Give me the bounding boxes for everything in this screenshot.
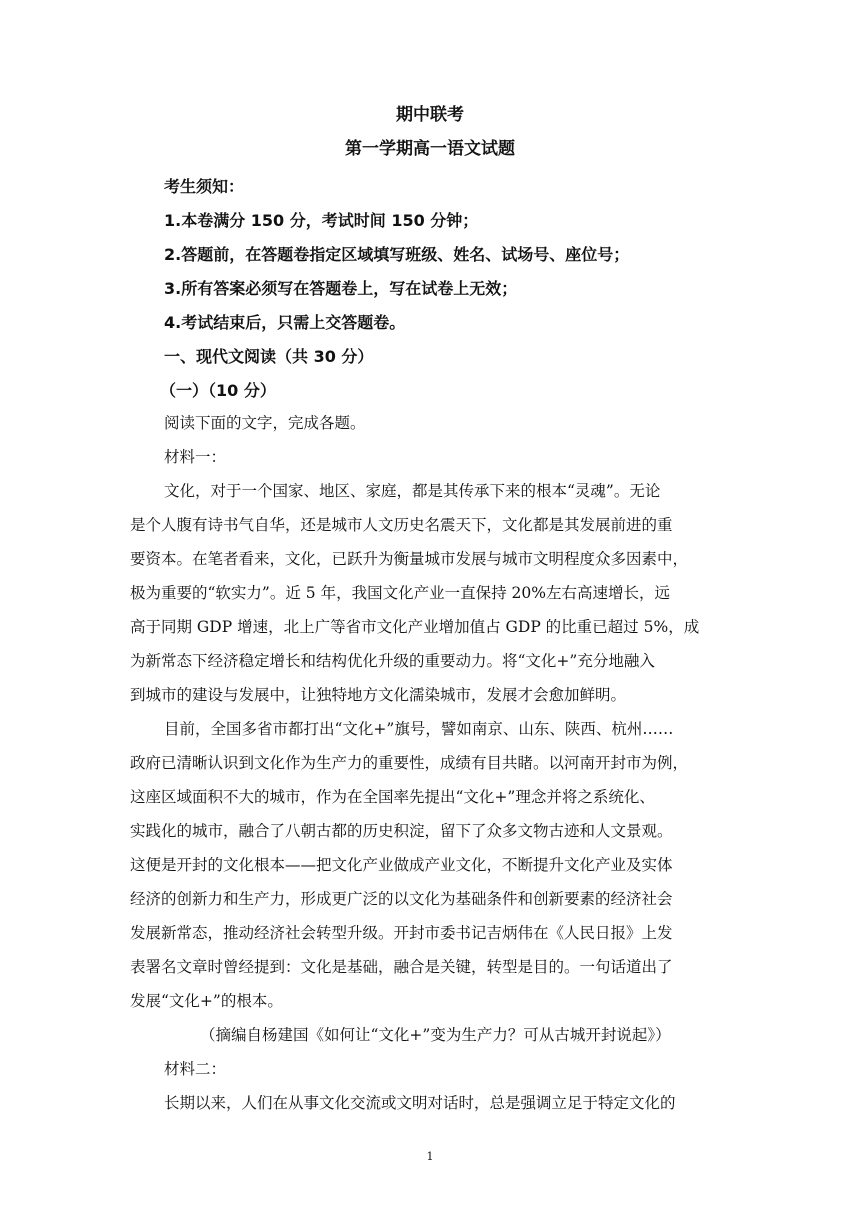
passage-line: 长期以来，人们在从事文化交流或文明对话时，总是强调立足于特定文化的 — [164, 1094, 676, 1112]
passage-line: 经济的创新力和生产力，形成更广泛的以文化为基础条件和创新要素的经济社会 — [130, 890, 673, 908]
exam-subtitle: 第一学期高一语文试题 — [345, 139, 515, 159]
passage-line: 极为重要的“软实力”。近 5 年，我国文化产业一直保持 20%左右高速增长，远 — [130, 584, 670, 602]
passage-line: 高于同期 GDP 增速，北上广等省市文化产业增加值占 GDP 的比重已超过 5%，成 — [130, 618, 700, 636]
notice-item: 1.本卷满分 150 分，考试时间 150 分钟； — [164, 211, 479, 230]
passage-line: 实践化的城市，融合了八朝古都的历史积淀，留下了众多文物古迹和人文景观。 — [130, 822, 673, 840]
notice-heading: 考生须知： — [164, 177, 245, 196]
page-number: 1 — [426, 1150, 434, 1163]
passage-line: 这座区域面积不大的城市，作为在全国率先提出“文化+”理念并将之系统化、 — [130, 788, 655, 806]
material-one-label: 材料一： — [164, 448, 227, 466]
passage-line: 要资本。在笔者看来，文化，已跃升为衡量城市发展与城市文明程度众多因素中， — [130, 550, 689, 568]
candidate-notice — [164, 170, 764, 340]
exam-title: 期中联考 — [396, 105, 464, 125]
notice-item: 2.答题前，在答题卷指定区域填写班级、姓名、试场号、座位号； — [164, 245, 630, 264]
reading-passage — [130, 406, 734, 1120]
source-citation: （摘编自杨建国《如何让“文化+”变为生产力？可从古城开封说起》） — [200, 1026, 671, 1044]
passage-line: 政府已清晰认识到文化作为生产力的重要性，成绩有目共睹。以河南开封市为例， — [130, 754, 689, 772]
instruction-text: 阅读下面的文字，完成各题。 — [164, 414, 366, 432]
notice-item: 4.考试结束后，只需上交答题卷。 — [164, 313, 406, 332]
passage-line: 这便是开封的文化根本——把文化产业做成产业文化，不断提升文化产业及实体 — [130, 856, 673, 874]
passage-line: 到城市的建设与发展中，让独特地方文化濡染城市，发展才会愈加鲜明。 — [130, 686, 627, 704]
passage-line: 文化，对于一个国家、地区、家庭，都是其传承下来的根本“灵魂”。无论 — [164, 482, 661, 500]
passage-line: 发展新常态，推动经济社会转型升级。开封市委书记吉炳伟在《人民日报》上发 — [130, 924, 673, 942]
passage-line: 发展“文化+”的根本。 — [130, 992, 283, 1010]
passage-line: 表署名文章时曾经提到：文化是基础，融合是关键，转型是目的。一句话道出了 — [130, 958, 673, 976]
subsection-heading: （一）（10 分） — [160, 381, 276, 400]
notice-item: 3.所有答案必须写在答题卷上，写在试卷上无效； — [164, 279, 518, 298]
passage-line: 目前，全国多省市都打出“文化+”旗号，譬如南京、山东、陕西、杭州…… — [164, 720, 674, 738]
section-heading: 一、现代文阅读（共 30 分） — [164, 347, 374, 366]
passage-line: 为新常态下经济稳定增长和结构优化升级的重要动力。将“文化+”充分地融入 — [130, 652, 655, 670]
passage-line: 是个人腹有诗书气自华，还是城市人文历史名震天下，文化都是其发展前进的重 — [130, 516, 673, 534]
material-two-label: 材料二： — [164, 1060, 227, 1078]
